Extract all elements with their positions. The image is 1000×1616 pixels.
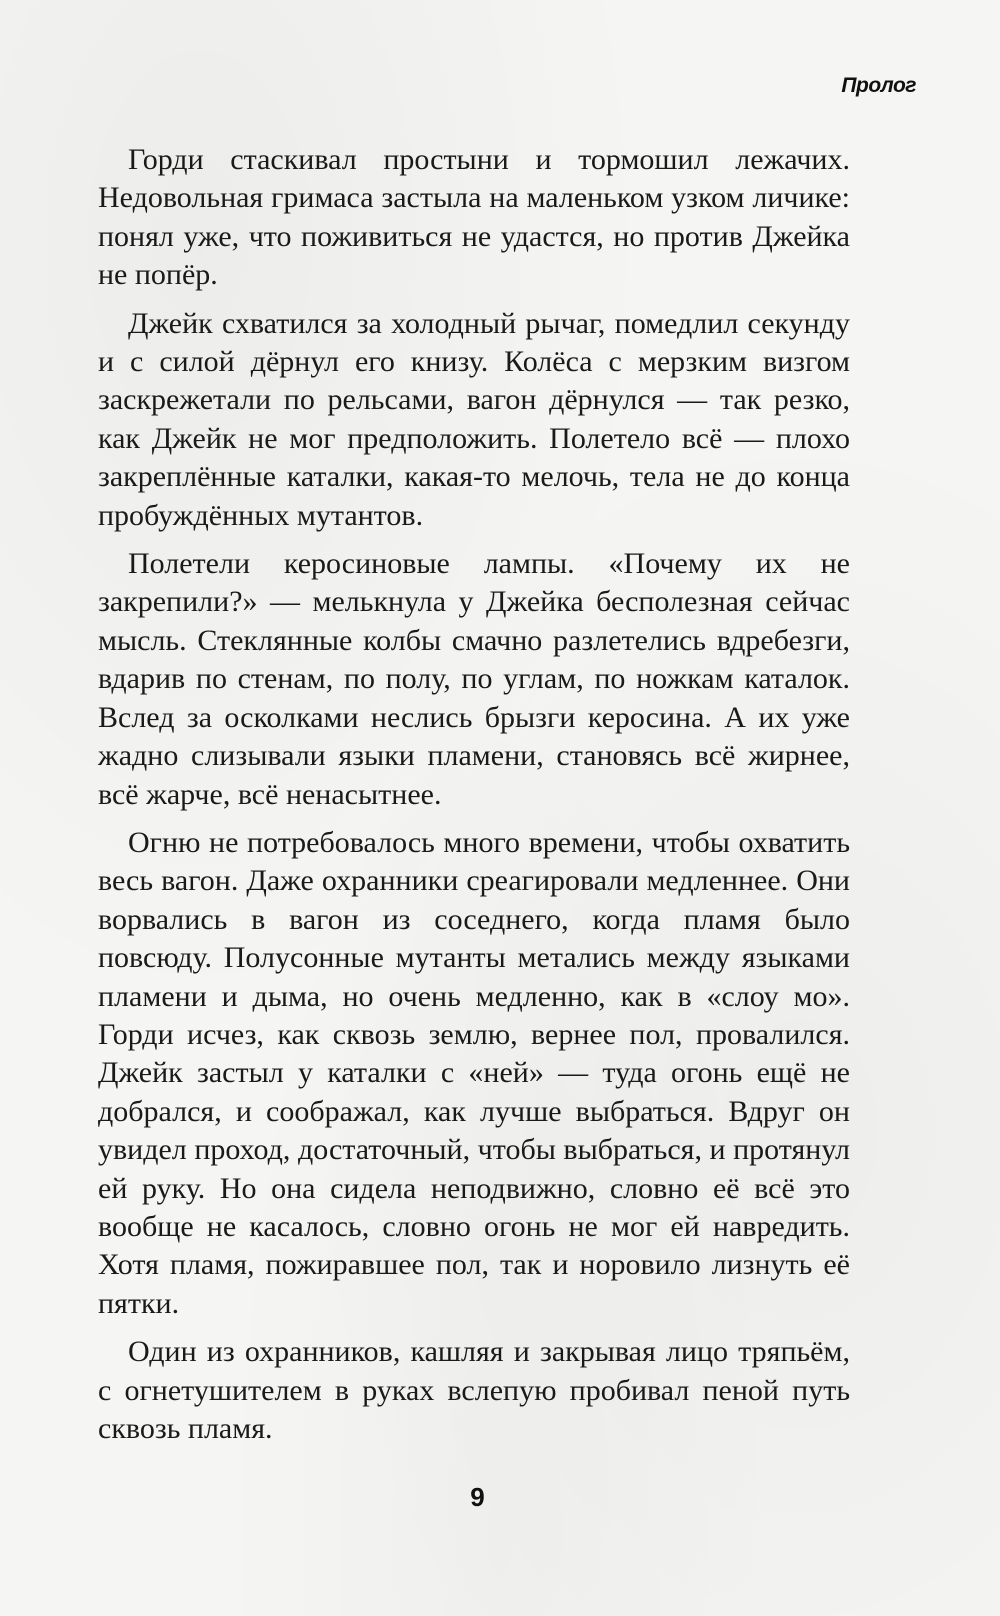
body-text — [98, 141, 850, 1458]
paragraph-4: Огню не потребовалось много времени, чтобы охватить весь вагон. Даже охранники среагировали медленнее. Они ворвались в вагон из соседнего, когда пламя было повсюду. Полусонные мутанты метались между языками пламени и дыма, но очень медленно, как в «слоу мо». Горди исчез, как сквозь землю, вернее пол, провалился. Джейк застыл у каталки с «ней» — туда огонь ещё не добрался, и соображал, как лучше выбраться. Вдруг он увидел проход, достаточный, чтобы выбраться, и протянул ей руку. Но она сидела неподвижно, словно её всё это вообще не касалось, словно огонь не мог ей навредить. Хотя пламя, пожиравшее пол, так и норовило лизнуть её пятки. — [98, 825, 850, 1320]
page-number: 9 — [470, 1482, 485, 1512]
paragraph-2: Джейк схватился за холодный рычаг, помедлил секунду и с силой дёрнул его книзу. Колёса с мерзким визгом заскрежетали по рельсами, вагон дёрнулся — так резко, как Джейк не мог предположить. Полетело всё — плохо закреплённые каталки, какая-то мелочь, тела не до конца пробуждённых мутантов. — [98, 306, 850, 532]
paragraph-3: Полетели керосиновые лампы. «Почему их не закрепили?» — мелькнула у Джейка бесполезная сейчас мысль. Стеклянные колбы смачно разлетелись вдребезги, вдарив по стенам, по полу, по углам, по ножкам каталок. Вслед за осколками неслись брызги керосина. А их уже жадно слизывали языки пламени, становясь всё жирнее, всё жарче, всё ненасытнее. — [98, 547, 850, 811]
paragraph-1: Горди стаскивал простыни и тормошил лежачих. Недовольная гримаса застыла на маленьком узком личике: понял уже, что поживиться не удастся, но против Джейка не попёр. — [98, 143, 850, 292]
running-header-chapter: Пролог — [841, 74, 916, 97]
paragraph-5: Один из охранников, кашляя и закрывая лицо тряпьём, с огнетушителем в руках вслепую пробивал пеной путь сквозь пламя. — [98, 1335, 850, 1445]
